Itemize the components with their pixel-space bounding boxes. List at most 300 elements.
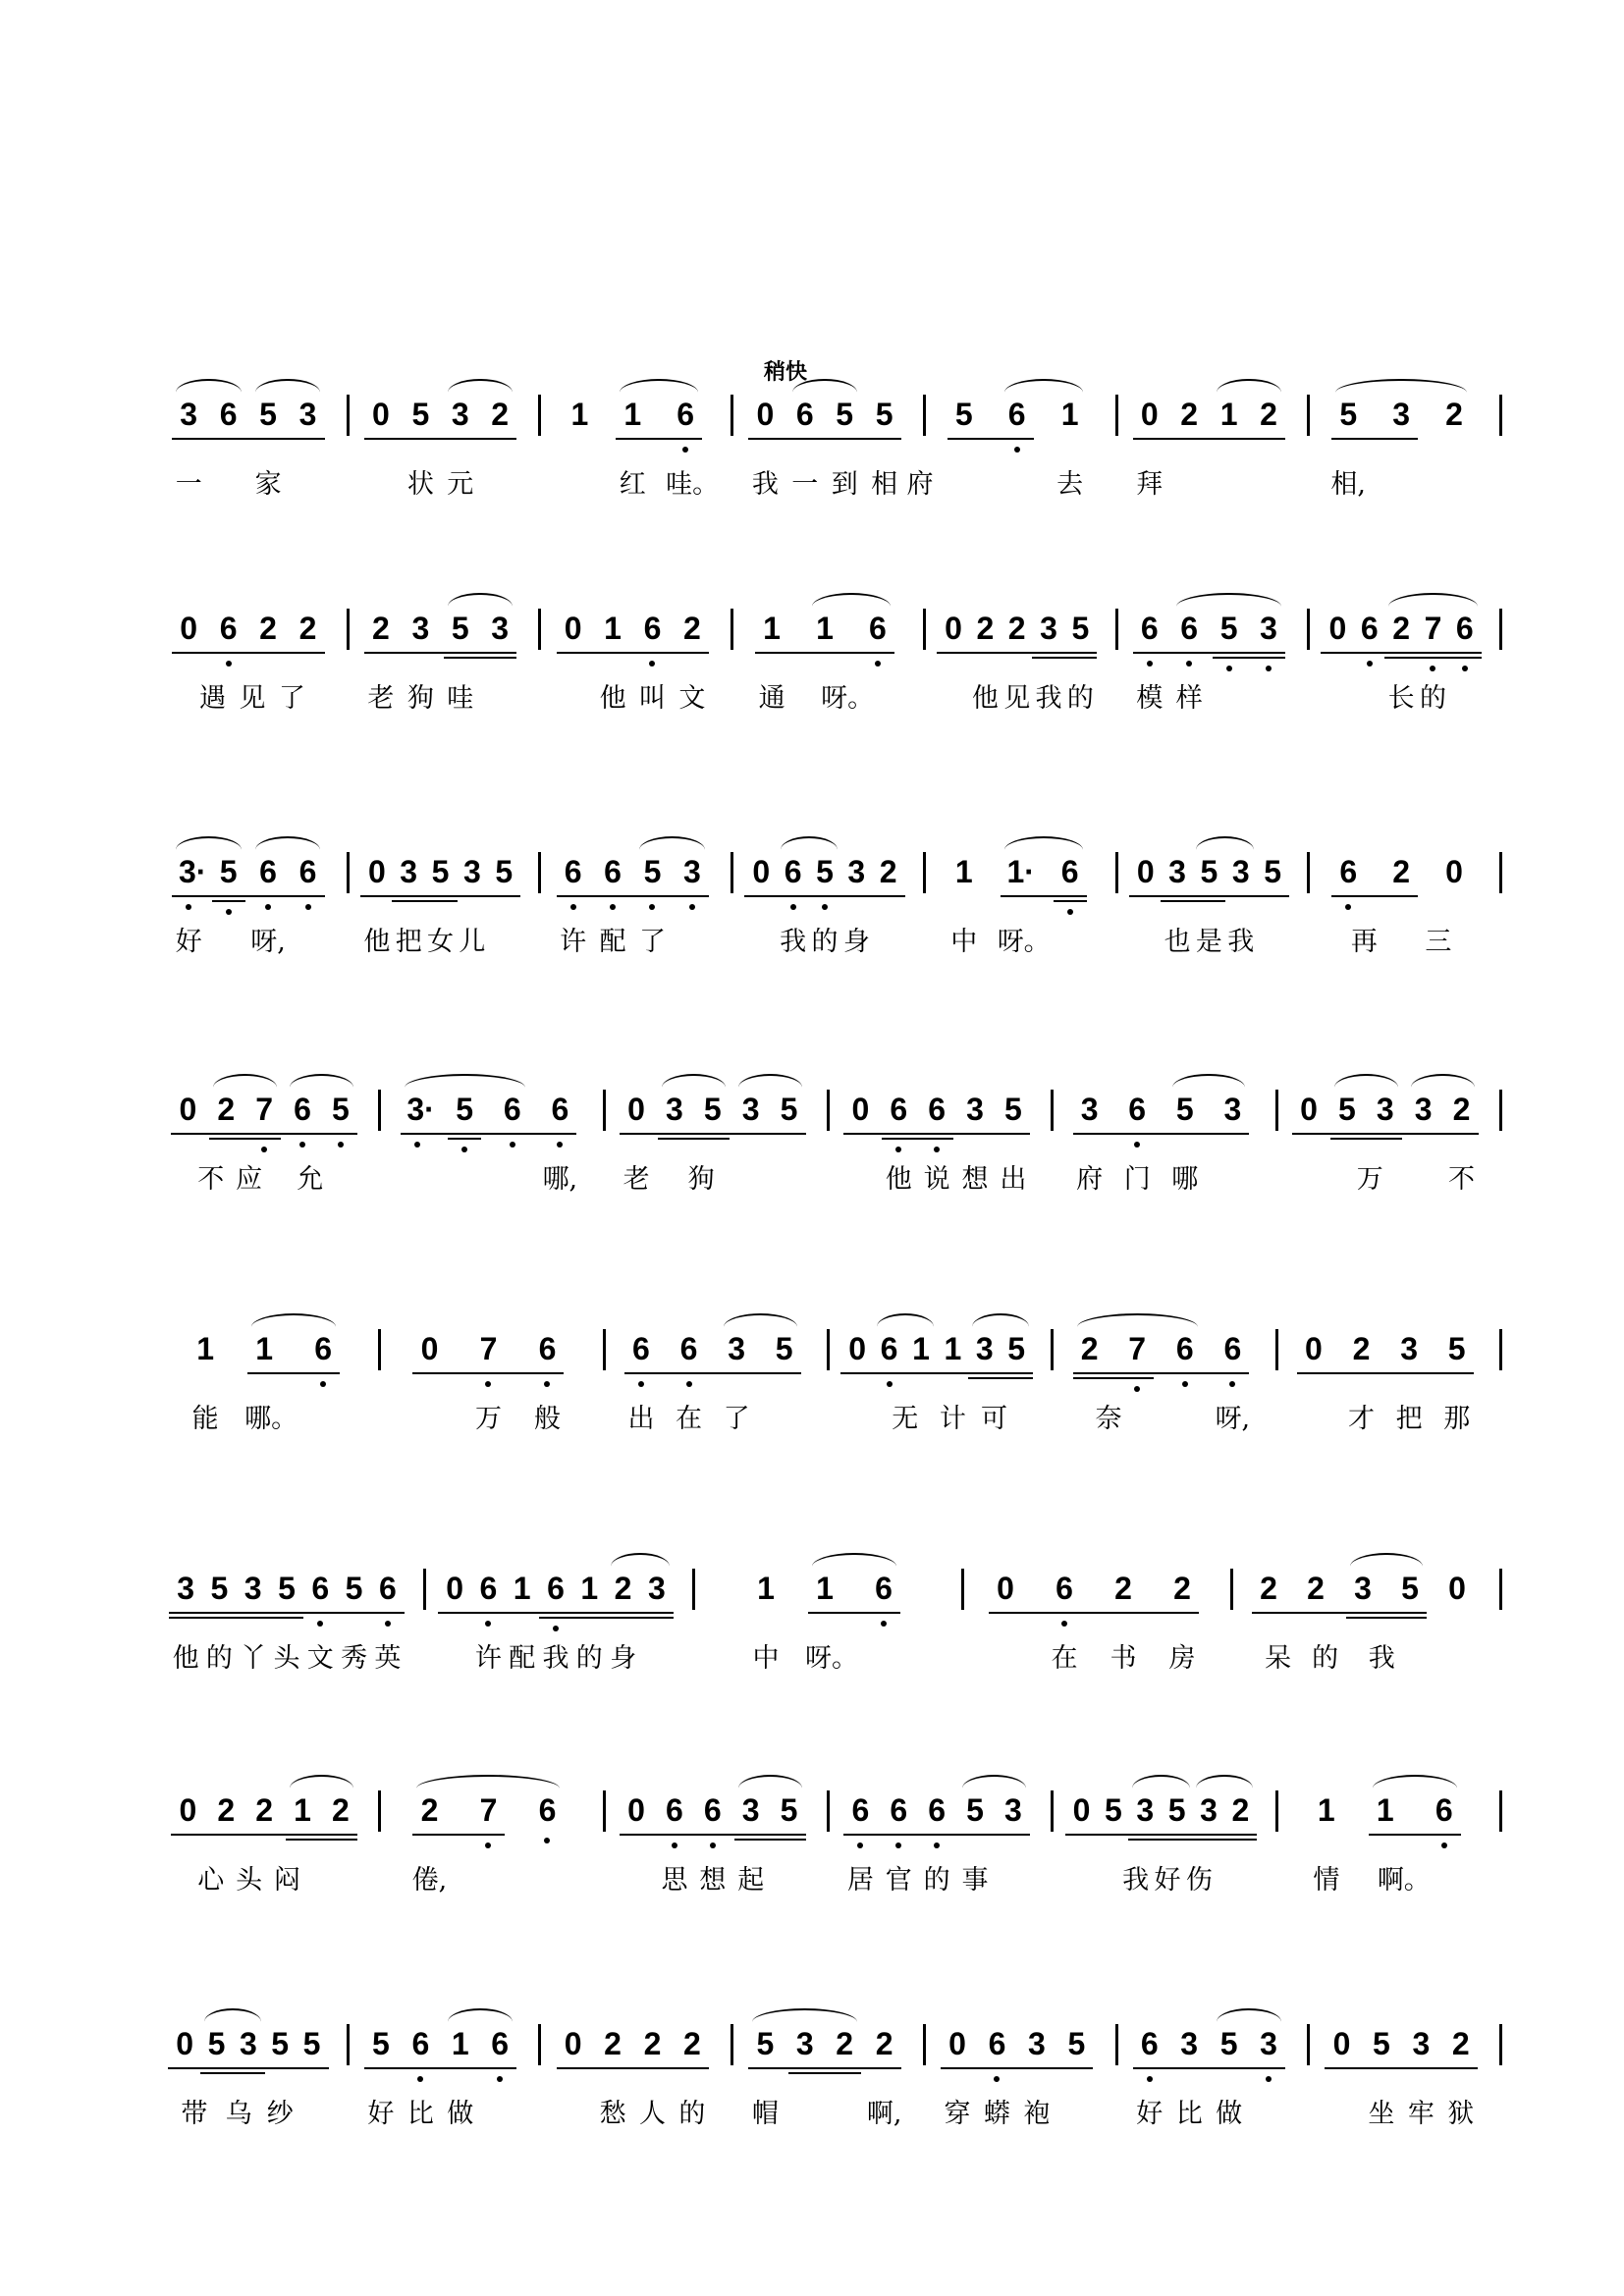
lyric-syllable: 把	[395, 927, 422, 957]
beam-line	[1022, 895, 1075, 897]
note: 1	[580, 1571, 599, 1606]
lyric-syllable: 不	[197, 1164, 225, 1195]
beam-line	[465, 2067, 505, 2069]
low-octave-dot	[317, 1621, 323, 1627]
note: 0	[372, 397, 390, 432]
lyric-syllable: 老	[623, 1164, 650, 1195]
beam-line	[273, 438, 312, 440]
lyric-syllable: 思	[661, 1865, 688, 1896]
note: 6	[564, 854, 582, 889]
slur	[176, 379, 241, 393]
beam-line	[269, 1834, 307, 1836]
note: 2	[875, 2026, 893, 2061]
note: 6	[1056, 1571, 1073, 1606]
beam-line	[193, 895, 233, 897]
note: 0	[851, 1092, 870, 1127]
low-octave-dot	[485, 1621, 491, 1627]
note: 3	[1180, 2026, 1199, 2061]
beam-line	[657, 895, 696, 897]
slur	[662, 1074, 726, 1088]
beam-line	[849, 2067, 889, 2069]
note: 3	[1414, 1092, 1433, 1127]
note: 0	[564, 611, 582, 646]
note: 2	[1080, 1331, 1099, 1366]
measure	[426, 1567, 695, 1724]
note: 0	[1072, 1792, 1091, 1828]
note: 6	[679, 1331, 698, 1366]
measure	[157, 2022, 350, 2179]
lyric-syllable: 长	[1387, 683, 1415, 714]
beam-line	[212, 900, 245, 902]
slur	[1411, 1074, 1475, 1088]
measure	[157, 1327, 381, 1484]
lyric-syllable: 了	[723, 1404, 750, 1434]
slur	[812, 593, 891, 607]
measure	[926, 607, 1118, 764]
note: 1	[816, 1571, 834, 1606]
lyric-syllable: 做	[1216, 2099, 1243, 2129]
beam-line	[1118, 1834, 1150, 1836]
note: 7	[479, 1792, 498, 1828]
beam-line	[1194, 2067, 1233, 2069]
beam-line	[325, 1612, 358, 1614]
lyric-syllable: 府	[906, 469, 934, 500]
note: 3	[683, 854, 701, 889]
low-octave-dot	[557, 1142, 563, 1148]
slur	[972, 1313, 1029, 1327]
note: 1·	[1006, 854, 1035, 889]
note: 5	[372, 2026, 390, 2061]
beam-line	[628, 1612, 662, 1614]
beam-line	[190, 1617, 224, 1619]
lyric-syllable: 他	[885, 1164, 912, 1195]
note: 1	[255, 1331, 274, 1366]
slur	[448, 2008, 513, 2022]
measure	[1310, 2022, 1502, 2179]
low-octave-dot	[1345, 904, 1351, 910]
lyric-syllable: 的	[1419, 683, 1446, 714]
score-system	[157, 393, 1502, 550]
lyric-syllable: 房	[1168, 1643, 1196, 1674]
low-octave-dot	[857, 1842, 863, 1848]
slur	[1196, 1775, 1253, 1789]
note: 1	[604, 611, 622, 646]
barline	[1499, 2024, 1502, 2065]
note: 5	[643, 854, 662, 889]
beam-line	[1342, 652, 1374, 654]
beam-line	[903, 1138, 942, 1140]
measure	[1310, 850, 1502, 1007]
beam-line	[192, 1834, 231, 1836]
measure	[541, 607, 733, 764]
note: 5	[1219, 2026, 1238, 2061]
slur	[176, 836, 241, 850]
beam-line	[273, 652, 312, 654]
measure	[1118, 850, 1311, 1007]
lyric-syllable: 他	[599, 683, 626, 714]
beam-line	[1087, 1834, 1118, 1836]
note: 2	[1392, 611, 1411, 646]
low-octave-dot	[226, 661, 232, 667]
note: 2	[1392, 854, 1411, 889]
measure	[381, 1088, 605, 1245]
lyric-syllable: 好	[1154, 1865, 1181, 1896]
lyric-syllable: 了	[278, 683, 305, 714]
low-octave-dot	[649, 661, 655, 667]
lyric-syllable: 的	[678, 2099, 706, 2129]
beam-line	[942, 1834, 980, 1836]
note: 3	[180, 397, 198, 432]
beam-line	[386, 652, 425, 654]
note: 5	[331, 1092, 350, 1127]
note: 3	[728, 1331, 745, 1366]
beam-line	[517, 1133, 566, 1135]
lyric-syllable: 配	[509, 1643, 536, 1674]
beam-line	[234, 652, 273, 654]
low-octave-dot	[1226, 666, 1232, 671]
beam-line	[425, 438, 464, 440]
note: 3·	[178, 854, 207, 889]
note: 5	[1200, 854, 1218, 889]
beam-line	[224, 1612, 257, 1614]
lyric-syllable: 通	[758, 683, 785, 714]
lyric-syllable: 哇。	[666, 469, 720, 500]
note: 6	[314, 1331, 333, 1366]
slur	[290, 1775, 353, 1789]
note: 0	[848, 1331, 867, 1366]
beam-line	[1429, 1133, 1467, 1135]
beam-line	[1054, 657, 1085, 659]
beam-line	[810, 438, 849, 440]
low-octave-dot	[672, 1842, 677, 1848]
low-octave-dot	[544, 1838, 550, 1843]
lyric-syllable: 元	[447, 469, 474, 500]
beam-line	[942, 1133, 980, 1135]
lyric-syllable: 出	[627, 1404, 655, 1434]
beam-line	[990, 1372, 1021, 1374]
note: 6	[890, 1792, 908, 1828]
note: 6	[666, 1792, 683, 1828]
lyric-syllable: 老	[367, 683, 395, 714]
lyric-syllable: 比	[406, 2099, 434, 2129]
low-octave-dot	[485, 1842, 491, 1848]
note: 3	[741, 1792, 760, 1828]
note: 5	[1264, 854, 1281, 889]
note: 2	[1451, 2026, 1470, 2061]
note: 3	[1376, 1092, 1394, 1127]
note: 0	[1332, 2026, 1351, 2061]
lyric-syllable: 哇	[447, 683, 474, 714]
beam-line	[234, 895, 273, 897]
lyric-syllable: 遇	[198, 683, 226, 714]
beam-line	[1194, 438, 1233, 440]
note: 5	[780, 1792, 798, 1828]
beam-line	[618, 895, 657, 897]
beam-line	[1095, 1377, 1143, 1379]
beam-line	[694, 1372, 742, 1374]
low-octave-dot	[649, 904, 655, 910]
note: 0	[179, 1092, 197, 1127]
beam-line	[434, 1834, 493, 1836]
beam-line	[578, 2067, 618, 2069]
measure	[1278, 1789, 1502, 1946]
note: 6	[928, 1092, 947, 1127]
beam-line	[307, 1834, 346, 1836]
measure	[733, 850, 926, 1007]
beam-line	[1155, 2067, 1194, 2069]
lyric-syllable: 秀	[341, 1643, 368, 1674]
beam-line	[1368, 1612, 1415, 1614]
slur	[752, 2008, 857, 2022]
beam-line	[862, 1372, 893, 1374]
low-octave-dot	[994, 2076, 1000, 2082]
measure	[157, 1567, 426, 1724]
note: 5	[1373, 2026, 1390, 2061]
note: 3	[1231, 854, 1250, 889]
low-octave-dot	[682, 447, 688, 453]
low-octave-dot	[610, 904, 616, 910]
beam-line	[1414, 1372, 1462, 1374]
slur	[1217, 2008, 1281, 2022]
note: 2	[1352, 1331, 1371, 1366]
lyric-syllable: 想	[699, 1865, 727, 1896]
barline	[1499, 852, 1502, 893]
lyric-syllable: 允	[297, 1164, 324, 1195]
beam-line	[269, 1133, 307, 1135]
beam-line	[1182, 1839, 1214, 1841]
measure	[350, 2022, 542, 2179]
lyric-syllable: 是	[1195, 927, 1222, 957]
lyric-syllable: 文	[306, 1643, 334, 1674]
low-octave-dot	[461, 1147, 467, 1152]
lyric-syllable: 丫	[240, 1643, 267, 1674]
note: 5	[411, 397, 430, 432]
beam-line	[434, 1372, 493, 1374]
note: 2	[1445, 397, 1463, 432]
note: 0	[564, 2026, 582, 2061]
slur	[1176, 593, 1281, 607]
lyric-syllable: 万	[1356, 1164, 1383, 1195]
beam-line	[1234, 652, 1273, 654]
lyric-syllable: 狗	[687, 1164, 715, 1195]
note: 5	[271, 2026, 290, 2061]
lyric-syllable: 能	[191, 1404, 219, 1434]
beam-line	[1234, 2067, 1273, 2069]
lyric-syllable: 文	[678, 683, 706, 714]
measure	[541, 2022, 733, 2179]
note: 6	[604, 854, 622, 889]
score-system	[157, 607, 1502, 764]
beam-line	[1142, 1372, 1190, 1374]
note: 6	[491, 2026, 510, 2061]
note: 5	[210, 1571, 229, 1606]
low-octave-dot	[1186, 661, 1192, 667]
score-system	[157, 1789, 1502, 1946]
measure	[1054, 1789, 1277, 1946]
lyric-syllable: 我	[1227, 927, 1255, 957]
note: 3	[847, 854, 866, 889]
note: 3	[1223, 1092, 1242, 1127]
slur	[1196, 836, 1253, 850]
note: 2	[420, 1792, 439, 1828]
lyric-syllable: 那	[1443, 1404, 1471, 1434]
measure	[1118, 607, 1311, 764]
lyric-syllable: 坐	[1368, 2099, 1395, 2129]
low-octave-dot	[320, 1381, 326, 1387]
lyric-syllable: 见	[1003, 683, 1031, 714]
lyric-syllable: 去	[1056, 469, 1084, 500]
note: 0	[1300, 1092, 1318, 1127]
note: 6	[677, 397, 695, 432]
lyric-syllable: 他	[172, 1643, 199, 1674]
beam-line	[422, 1133, 470, 1135]
beam-line	[253, 2067, 285, 2069]
lyric-syllable: 中	[950, 927, 978, 957]
beam-line	[1095, 1372, 1143, 1374]
lyric-syllable: 的	[923, 1865, 950, 1896]
beam-line	[958, 652, 990, 654]
note: 0	[179, 1792, 197, 1828]
note: 5	[259, 397, 277, 432]
lyric-syllable: 府	[1076, 1164, 1104, 1195]
beam-line	[1375, 652, 1406, 654]
low-octave-dot	[1430, 666, 1435, 671]
lyric-syllable: 想	[961, 1164, 989, 1195]
beam-line	[382, 895, 413, 897]
beam-line	[469, 1133, 517, 1135]
note: 1	[763, 611, 781, 646]
low-octave-dot	[1014, 447, 1020, 453]
note: 0	[627, 1092, 645, 1127]
beam-line	[679, 1133, 718, 1135]
beam-line	[234, 438, 273, 440]
lyric-syllable: 穿	[944, 2099, 971, 2129]
low-octave-dot	[497, 2076, 503, 2082]
low-octave-dot	[570, 904, 576, 910]
beam-line	[990, 1377, 1021, 1379]
slur	[1373, 1775, 1457, 1789]
beam-line	[1314, 1133, 1352, 1135]
low-octave-dot	[226, 909, 232, 915]
note: 5	[1007, 1331, 1026, 1366]
beam-line	[1368, 1617, 1415, 1619]
low-octave-dot	[1134, 1142, 1140, 1148]
beam-line	[637, 438, 690, 440]
beam-line	[231, 1138, 269, 1140]
barline	[1499, 1329, 1502, 1370]
beam-line	[1246, 895, 1277, 897]
note: 1	[954, 854, 973, 889]
note: 5	[431, 854, 450, 889]
lyric-syllable: 把	[1395, 1404, 1423, 1434]
note: 6	[632, 1331, 650, 1366]
measure	[606, 1327, 830, 1484]
note: 1	[513, 1571, 531, 1606]
low-octave-dot	[822, 904, 828, 910]
beam-line	[231, 1133, 269, 1135]
slur	[1004, 379, 1083, 393]
note: 6	[551, 1092, 569, 1127]
lyric-syllable: 一	[791, 469, 819, 500]
measure	[926, 850, 1118, 1007]
beam-line	[190, 1612, 224, 1614]
measure	[1054, 1327, 1277, 1484]
barline	[1499, 395, 1502, 436]
note: 1	[1317, 1792, 1335, 1828]
beam-line	[810, 2067, 849, 2069]
low-octave-dot	[186, 904, 191, 910]
lyric-syllable: 家	[254, 469, 282, 500]
beam-line	[618, 652, 657, 654]
beam-line	[285, 2067, 316, 2069]
slur	[1334, 1074, 1398, 1088]
note: 1	[570, 397, 589, 432]
note: 2	[1007, 611, 1026, 646]
note: 3	[1400, 1331, 1418, 1366]
beam-line	[578, 652, 618, 654]
lyric-syllable: 哪。	[244, 1404, 298, 1434]
beam-line	[641, 1834, 679, 1836]
slur	[639, 836, 704, 850]
lyric-syllable: 再	[1350, 927, 1378, 957]
beam-line	[1095, 1133, 1143, 1135]
measure	[1310, 607, 1502, 764]
lyric-syllable: 起	[737, 1865, 765, 1896]
low-octave-dot	[414, 1142, 420, 1148]
beam-line	[718, 1133, 756, 1135]
low-octave-dot	[1441, 1842, 1447, 1848]
beam-line	[1406, 657, 1437, 659]
measure	[350, 607, 542, 764]
lyric-syllable: 啊。	[1377, 1865, 1431, 1896]
low-octave-dot	[1147, 661, 1153, 667]
note: 6	[784, 854, 802, 889]
lyric-syllable: 好	[367, 2099, 395, 2129]
note: 3	[966, 1092, 984, 1127]
beam-line	[1001, 2067, 1041, 2069]
lyric-syllable: 他	[363, 927, 391, 957]
beam-line	[1151, 895, 1182, 897]
low-octave-dot	[638, 1381, 644, 1387]
note: 5	[775, 1331, 793, 1366]
low-octave-dot	[553, 1626, 559, 1631]
lyric-syllable: 我	[751, 469, 779, 500]
measure	[541, 850, 733, 1007]
beam-line	[273, 895, 312, 897]
note: 3	[239, 2026, 257, 2061]
barline	[1499, 1569, 1502, 1610]
slur	[781, 836, 838, 850]
beam-line	[1194, 652, 1233, 654]
beam-line	[561, 1612, 594, 1614]
beam-line	[1353, 895, 1406, 897]
beam-line	[1390, 1133, 1429, 1135]
lyric-syllable: 啊,	[866, 2099, 902, 2129]
low-octave-dot	[710, 1842, 716, 1848]
note: 5	[816, 854, 834, 889]
beam-line	[830, 895, 861, 897]
note: 0	[997, 1571, 1014, 1606]
lyric-syllable: 头	[273, 1643, 300, 1674]
note: 3·	[406, 1092, 435, 1127]
slur	[448, 593, 513, 607]
lyric-syllable: 了	[638, 927, 666, 957]
beam-line	[1155, 438, 1194, 440]
note: 5	[456, 1092, 474, 1127]
note: 5	[1338, 1092, 1356, 1127]
note: 6	[890, 1092, 908, 1127]
beam-line	[957, 1372, 989, 1374]
